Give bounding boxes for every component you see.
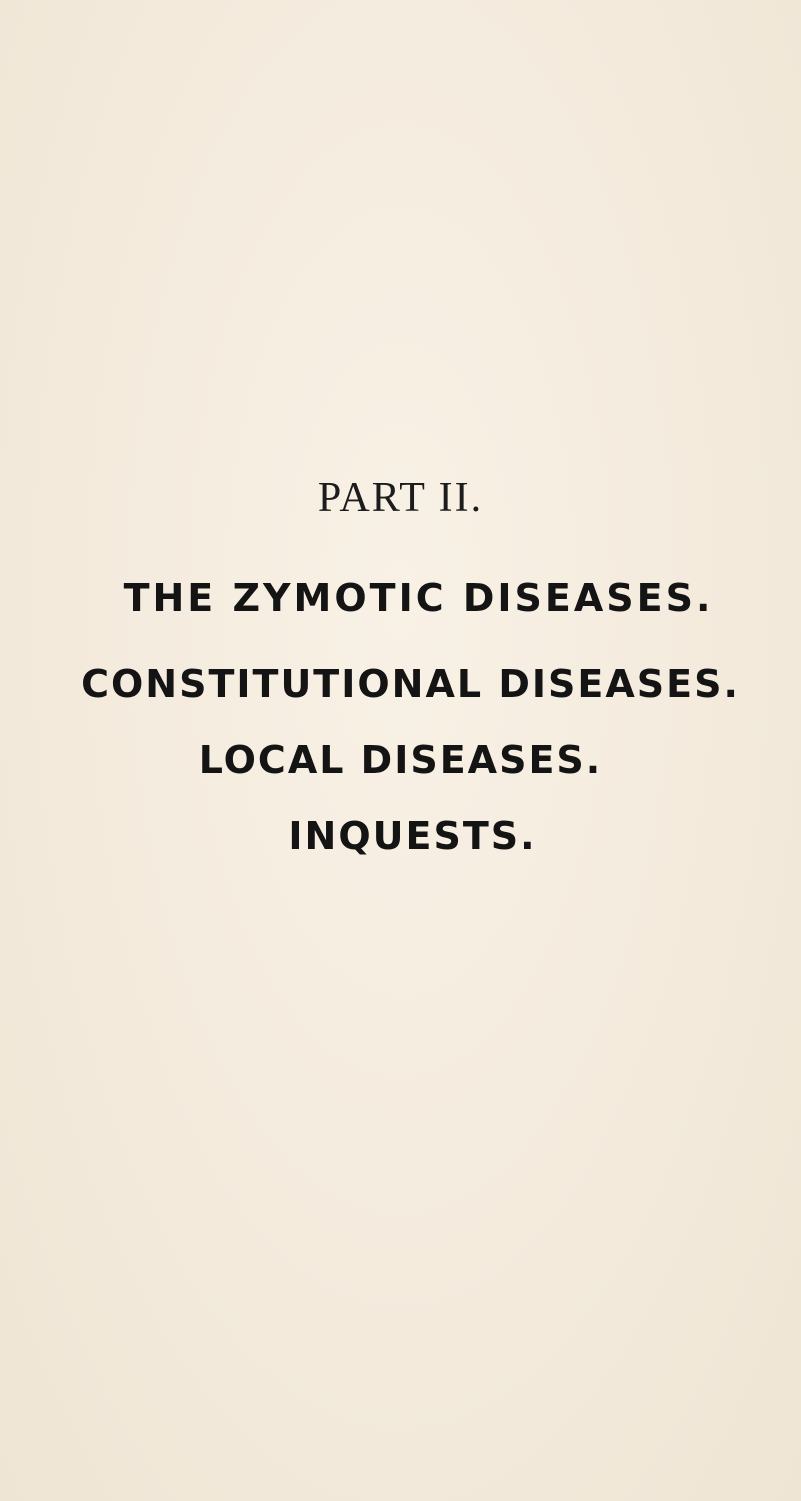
section-heading-constitutional: CONSTITUTIONAL DISEASES.: [81, 662, 740, 706]
part-title: PART II.: [317, 475, 484, 521]
section-heading-zymotic: THE ZYMOTIC DISEASES.: [123, 576, 714, 620]
section-heading-local: LOCAL DISEASES.: [198, 738, 603, 782]
section-heading-inquests: INQUESTS.: [288, 814, 537, 858]
